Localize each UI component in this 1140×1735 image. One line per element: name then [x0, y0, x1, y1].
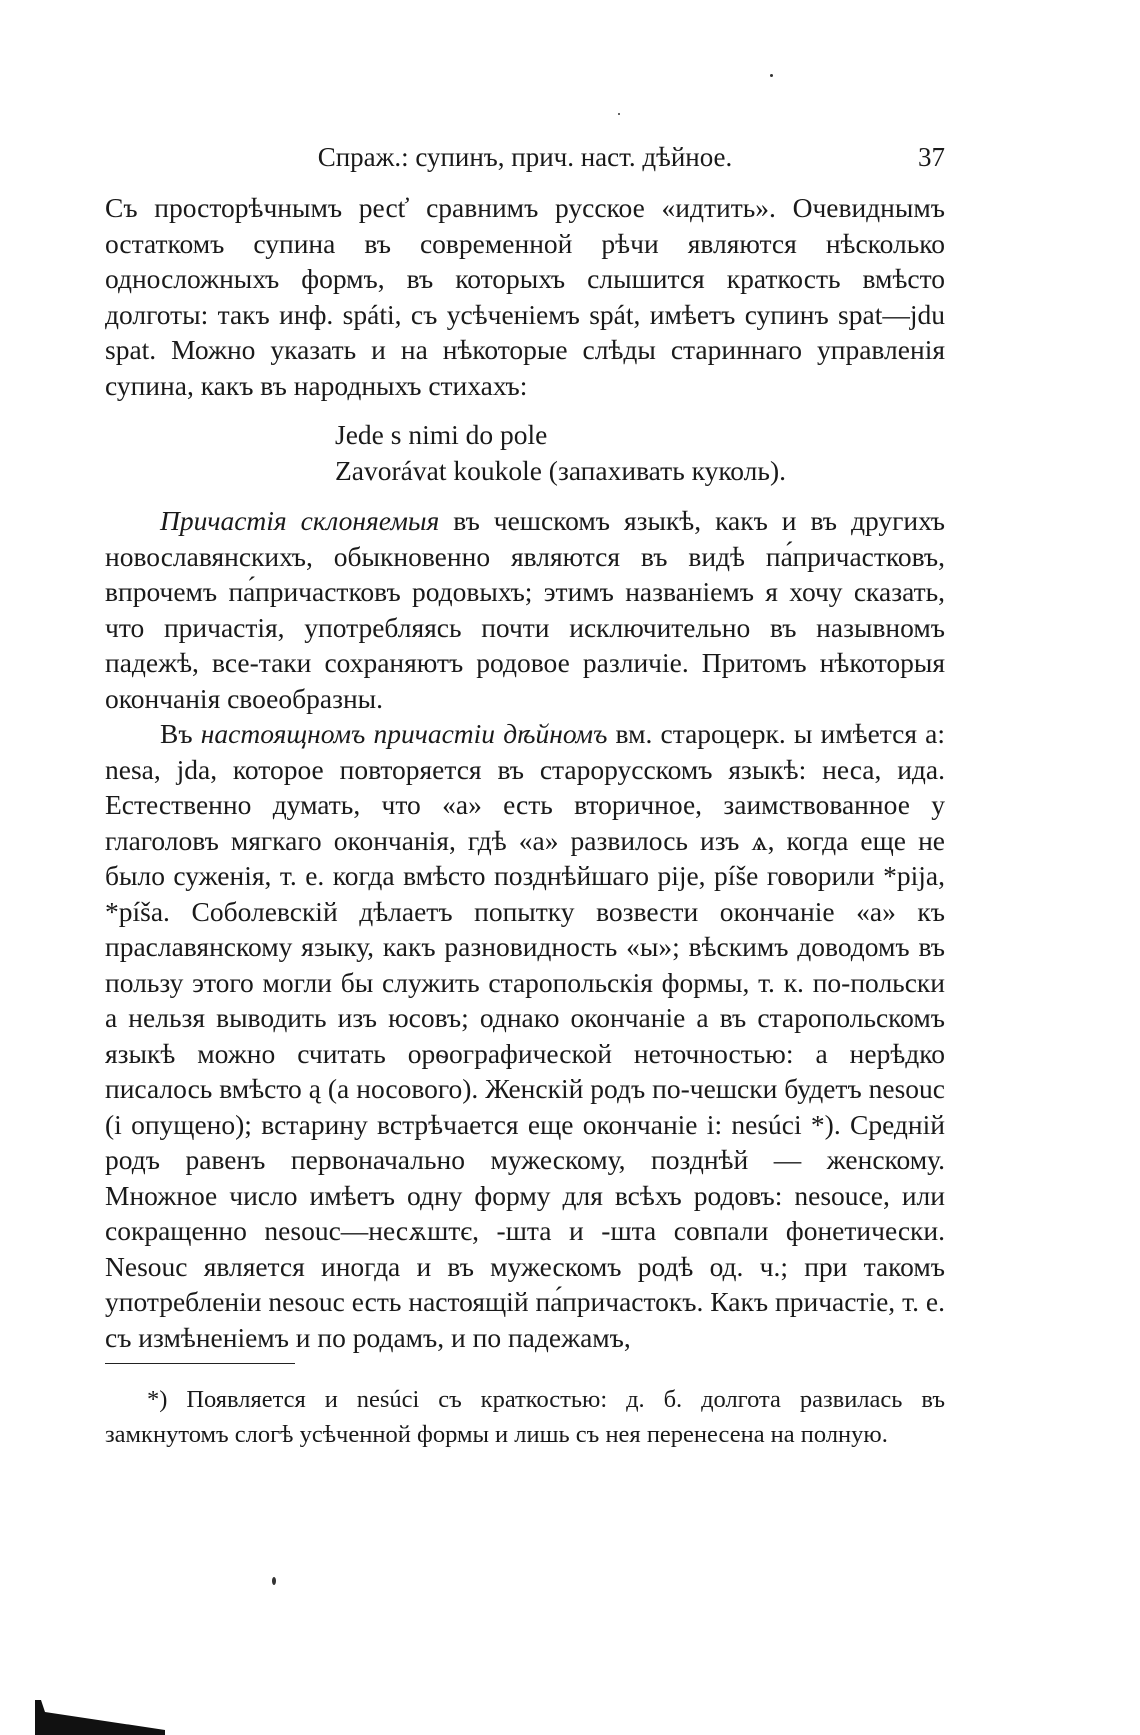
paragraph-supine: Съ просторѣчнымъ ресť сравнимъ русское «идтить». Очевиднымъ остаткомъ супина въ современной рѣчи являются нѣсколько односложныхъ формъ, въ которыхъ слышится краткость вмѣсто долготы: такъ инф. spáti, съ усѣченіемъ spát, имѣетъ супинъ spat—jdu spat. Можно указать и на нѣкоторые слѣды стариннаго управленія супина, какъ въ народныхъ стихахъ: [105, 192, 945, 401]
running-head: Спраж.: супинъ, прич. наст. дѣйное. [317, 142, 733, 172]
scan-edge-mark [35, 1700, 165, 1735]
verse-quote [335, 417, 945, 489]
paragraph-present-participle-text: вм. староцерк. ы имѣется а: nesa, jda, которое повторяется въ старорусскомъ языкѣ: неса, ида. Естественно думать, что «а» есть вторичное, заимствованное у глаголовъ мягкаго окончанія, гдѣ «а» развилось изъ ѧ, когда еще не было суженія, т. е. когда вмѣсто позднѣйшаго pije, píše говорили *pija, *píša. Соболевскій дѣлаетъ попытку возвести окончаніе «а» къ праславянскому языку, какъ разновидность «ы»; вѣскимъ доводомъ въ пользу этого могли бы служить старопольскія формы, т. к. по-польски а нельзя выводить изъ юсовъ; однако окончаніе а въ старопольскомъ языкѣ можно считать орѳографической неточностью: а нерѣдко писалось вмѣсто ą (а носового). Женскій родъ по-чешски будетъ nesouc (i опущено); встарину встрѣчается еще окончаніе i: nesúci *). Средній родъ равенъ первоначально мужескому, позднѣй — женскому. Множное число имѣетъ одну форму для всѣхъ родовъ: nesouce, или сокращенно nesouc—несѫштє, -шта и -шта совпали фонетически. Nesouc является иногда и въ мужескомъ родѣ од. ч.; при такомъ употребленіи nesouc есть настоящій па́причастокъ. Какъ причастіе, т. е. съ измѣненіемъ и по родамъ, и по падежамъ, [105, 718, 945, 1353]
term-participles: Причастія склоняемыя [160, 505, 440, 536]
paragraph-present-participle [105, 716, 945, 1355]
term-present-participle: настоящномъ причастіи дѣйномъ [200, 718, 608, 749]
footnote-divider [105, 1363, 295, 1364]
paragraph-lead: Въ [160, 718, 201, 749]
paragraph-participles [105, 503, 945, 716]
main-text [105, 190, 945, 1355]
page-number: 37 [918, 142, 945, 172]
footnote: *) Появляется и nesúci съ краткостью: д. б. долгота развилась въ замкнутомъ слогѣ усѣченной формы и лишь съ нея перенесена на полную. [105, 1386, 945, 1448]
scan-speck [272, 1577, 276, 1585]
verse-line: Jede s nimi do pole [335, 419, 548, 450]
page-header [105, 142, 945, 182]
paragraph-participles-text: въ чешскомъ языкѣ, какъ и въ другихъ новославянскихъ, обыкновенно являются въ видѣ па́причастковъ, впрочемъ па́причастковъ родовыхъ; этимъ названіемъ я хочу сказать, что причастія, употребляясь почти исключительно въ назывномъ падежѣ, все-таки сохраняютъ родовое различіе. Притомъ нѣкоторыя окончанія своеобразны. [105, 505, 945, 714]
scan-speck [618, 113, 620, 115]
scan-speck [770, 74, 773, 77]
verse-line: Zavorávat koukole (запахивать куколь). [335, 455, 786, 486]
